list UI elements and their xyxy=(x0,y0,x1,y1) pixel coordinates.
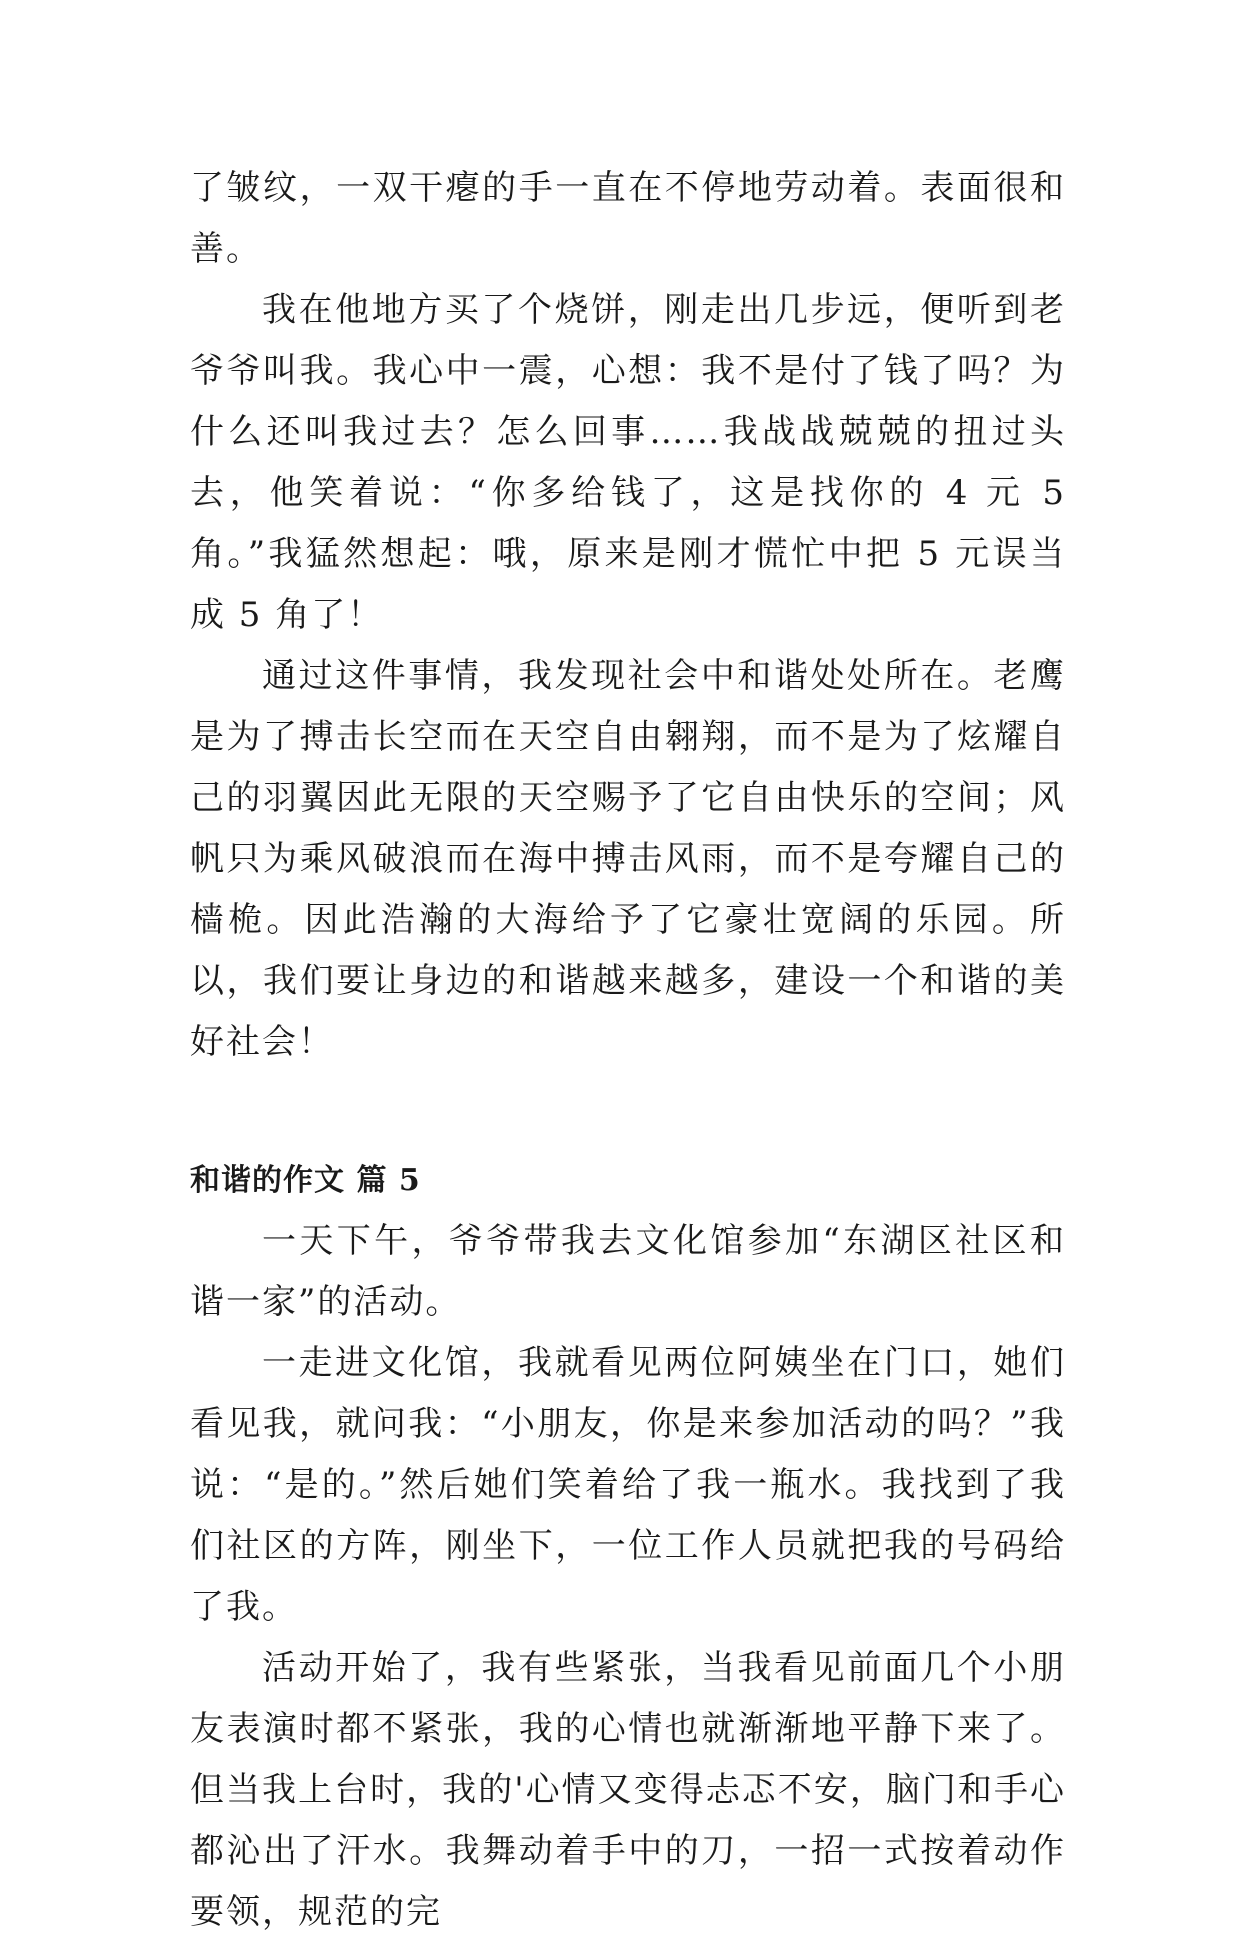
section-heading: 和谐的作文 篇 5 xyxy=(190,1163,421,1198)
paragraph-roast-cake: 我在他地方买了个烧饼，刚走出几步远，便听到老爷爷叫我。我心中一震，心想：我不是付了钱了吗？为什么还叫我过去？怎么回事……我战战兢兢的扭过头去，他笑着说：“你多给钱了，这是找你的 4 元 5 角。”我猛然想起：哦，原来是刚才慌忙中把 5 元误当成 5 角了！ xyxy=(190,290,1066,635)
paragraph-afternoon: 一天下午，爷爷带我去文化馆参加“东湖区社区和谐一家”的活动。 xyxy=(190,1221,1066,1322)
paragraph-performance: 活动开始了，我有些紧张，当我看见前面几个小朋友表演时都不紧张，我的心情也就渐渐地平静下来了。但当我上台时，我的'心情又变得忐忑不安，脑门和手心都沁出了汗水。我舞动着手中的刀，一招一式按着动作要领，规范的完 xyxy=(190,1648,1066,1932)
paragraph-harmony-reflection: 通过这件事情，我发现社会中和谐处处所在。老鹰是为了搏击长空而在天空自由翱翔，而不是为了炫耀自己的羽翼因此无限的天空赐予了它自由快乐的空间；风帆只为乘风破浪而在海中搏击风雨，而不是夸耀自己的樯桅。因此浩瀚的大海给予了它豪壮宽阔的乐园。所以，我们要让身边的和谐越来越多，建设一个和谐的美好社会！ xyxy=(190,656,1066,1062)
paragraph-continued: 了皱纹，一双干瘪的手一直在不停地劳动着。表面很和善。 xyxy=(190,168,1066,269)
paragraph-cultural-center: 一走进文化馆，我就看见两位阿姨坐在门口，她们看见我，就问我：“小朋友，你是来参加活动的吗？”我说：“是的。”然后她们笑着给了我一瓶水。我找到了我们社区的方阵，刚坐下，一位工作人员就把我的号码给了我。 xyxy=(190,1343,1066,1627)
document-body xyxy=(190,158,1066,1943)
